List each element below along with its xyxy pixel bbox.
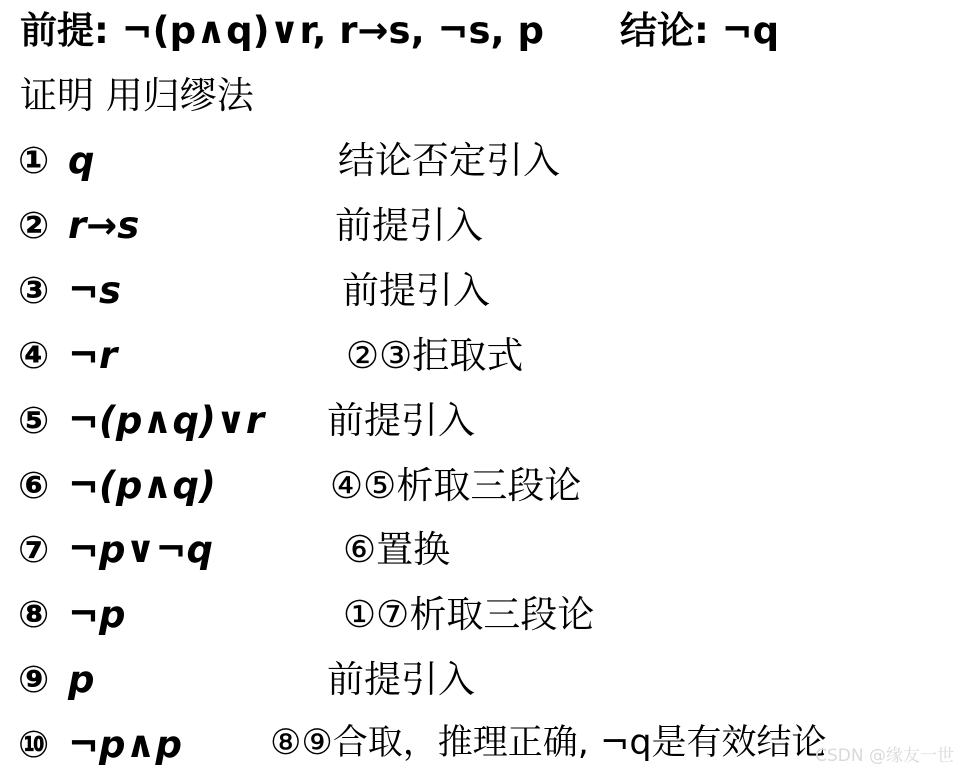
step-formula: ¬r xyxy=(68,334,118,377)
premises-line: 前提: ¬(p∧q)∨r, r→s, ¬s, p xyxy=(20,9,544,52)
step-number: ① xyxy=(18,139,50,182)
step-formula: r→s xyxy=(68,204,140,247)
step-number: ⑧ xyxy=(18,593,50,636)
step-justification: ⑧⑨合取，推理正确, ¬q是有效结论 xyxy=(270,723,827,763)
step-formula: ¬(p∧q) xyxy=(68,464,216,507)
step-justification: ①⑦析取三段论 xyxy=(343,593,595,636)
step-number: ② xyxy=(18,204,50,247)
step-number: ⑦ xyxy=(18,528,50,571)
step-number: ③ xyxy=(18,269,50,312)
step-number: ⑤ xyxy=(18,399,50,442)
step-justification: ⑥置换 xyxy=(343,528,451,571)
step-formula: ¬(p∧q)∨r xyxy=(68,399,265,442)
step-justification: 前提引入 xyxy=(327,399,475,442)
step-number: ④ xyxy=(18,334,50,377)
step-number: ⑥ xyxy=(18,464,50,507)
step-formula: ¬p∨¬q xyxy=(68,528,214,571)
conclusion-line: 结论: ¬q xyxy=(620,9,780,52)
step-formula: q xyxy=(68,139,95,182)
step-formula: ¬s xyxy=(68,269,122,312)
step-number: ⑨ xyxy=(18,658,50,701)
step-justification: ②③拒取式 xyxy=(346,334,524,377)
step-justification: 前提引入 xyxy=(335,204,483,247)
step-justification: 前提引入 xyxy=(342,269,490,312)
step-justification: ④⑤析取三段论 xyxy=(330,464,582,507)
watermark: CSDN @缘友一世 xyxy=(815,746,954,766)
step-formula: p xyxy=(68,658,95,701)
step-number: ⑩ xyxy=(18,723,50,766)
step-justification: 前提引入 xyxy=(327,658,475,701)
step-formula: ¬p∧p xyxy=(68,723,183,766)
step-formula: ¬p xyxy=(68,593,126,636)
proof-method-line: 证明 用归缪法 xyxy=(20,74,254,117)
step-justification: 结论否定引入 xyxy=(338,139,560,182)
